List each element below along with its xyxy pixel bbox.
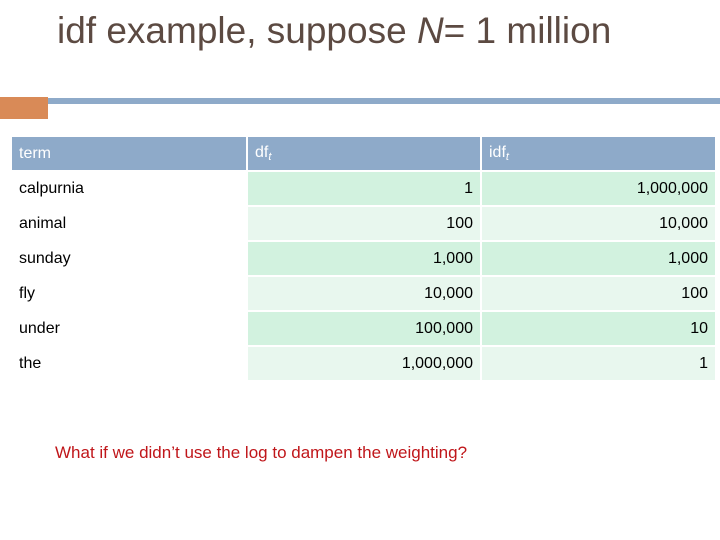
term-cell: the [12,347,248,382]
table-row [12,277,717,312]
term-cell: calpurnia [12,172,248,207]
table-row [12,242,717,277]
slide-title [57,10,697,52]
table-row [12,312,717,347]
title-variable: N [416,10,444,51]
table-header-row [12,137,717,172]
table-row [12,172,717,207]
header-df-subscript: t [268,151,272,163]
title-underline [48,98,720,104]
idf-cell: 100 [482,277,717,312]
idf-cell: 10 [482,312,717,347]
idf-cell: 10,000 [482,207,717,242]
idf-cell: 1,000 [482,242,717,277]
header-term: term [12,137,248,172]
df-cell: 100,000 [248,312,482,347]
df-cell: 10,000 [248,277,482,312]
term-cell: under [12,312,248,347]
title-accent-block [0,97,48,119]
header-df [248,137,482,172]
df-cell: 1 [248,172,482,207]
header-idf-subscript: t [505,151,509,163]
df-cell: 1,000,000 [248,347,482,382]
term-cell: animal [12,207,248,242]
idf-table [12,137,717,382]
header-idf [482,137,717,172]
term-cell: fly [12,277,248,312]
title-prefix: idf example, suppose [57,10,417,51]
df-cell: 1,000 [248,242,482,277]
df-cell: 100 [248,207,482,242]
table-row [12,207,717,242]
idf-cell: 1 [482,347,717,382]
term-cell: sunday [12,242,248,277]
title-suffix: = 1 million [443,10,612,51]
table-row [12,347,717,382]
question-text: What if we didn’t use the log to dampen the weighting? [55,443,468,462]
idf-cell: 1,000,000 [482,172,717,207]
header-idf-label: idf [489,144,506,161]
header-df-label: df [255,144,269,161]
